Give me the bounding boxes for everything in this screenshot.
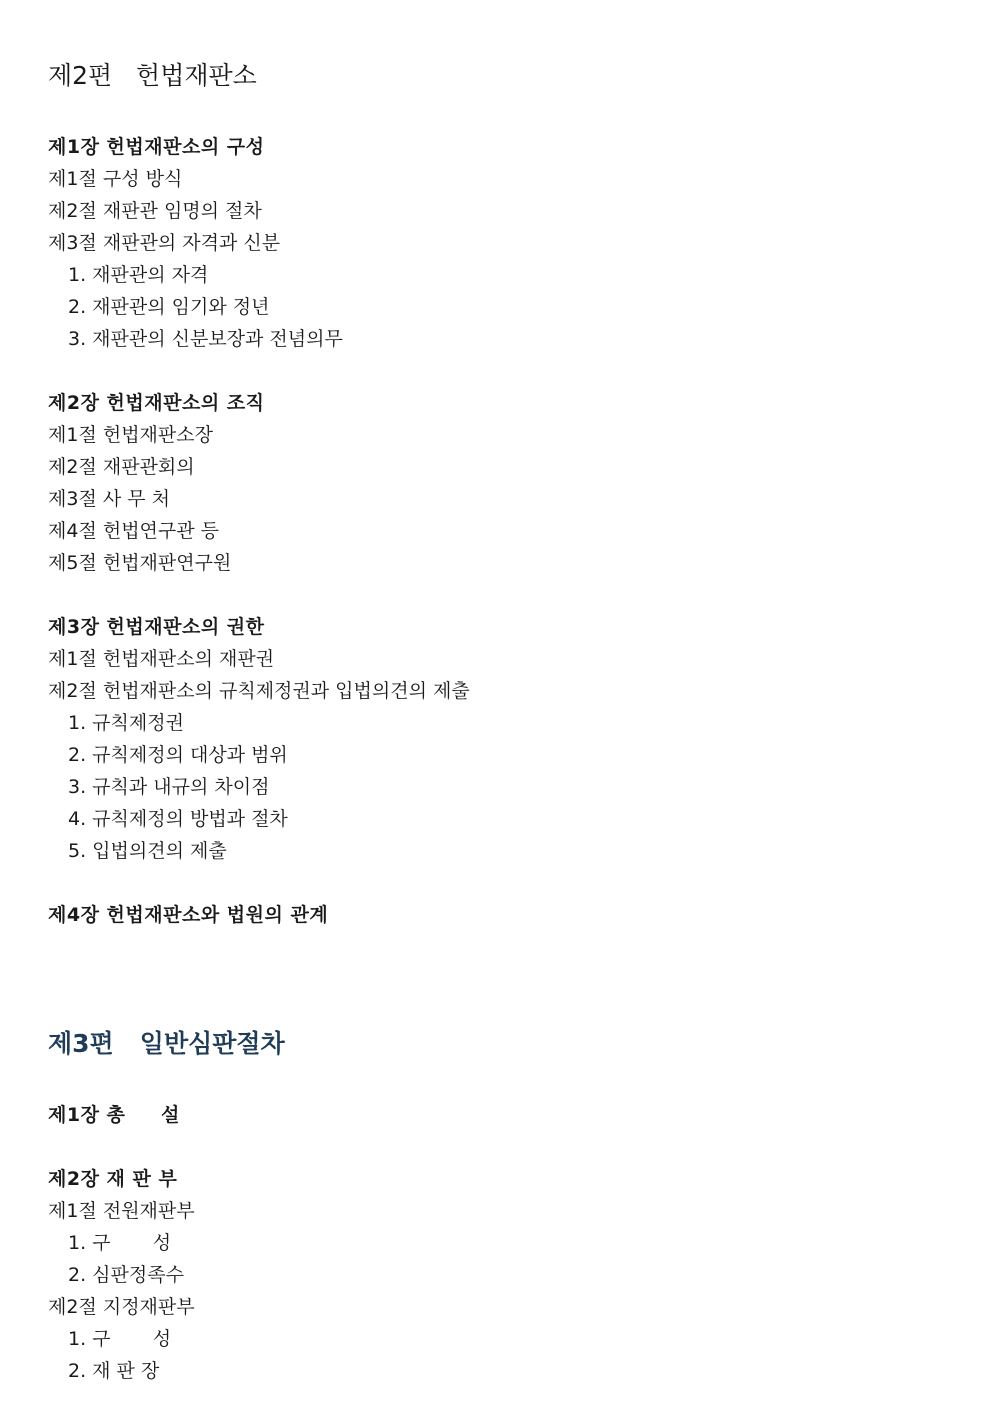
- section-title: 제2절 지정재판부: [48, 1296, 195, 1318]
- section-title: 제3절 재판관의 자격과 신분: [48, 232, 281, 254]
- part-title: 제3편 일반심판절차: [48, 1029, 285, 1058]
- list-item: 5. 입법의견의 제출: [68, 840, 227, 862]
- part-title: 제2편 헌법재판소: [48, 61, 257, 90]
- section-title: 제1절 헌법재판소장: [48, 424, 213, 446]
- chapter-title: 제3장 헌법재판소의 권한: [48, 616, 265, 638]
- section-title: 제1절 구성 방식: [48, 168, 183, 190]
- list-item: 2. 재 판 장: [68, 1360, 160, 1382]
- list-item: 1. 재판관의 자격: [68, 264, 209, 286]
- chapter-title: 제1장 총 설: [48, 1104, 180, 1126]
- section-title: 제2절 재판관회의: [48, 456, 195, 478]
- section-title: 제1절 전원재판부: [48, 1200, 195, 1222]
- list-item: 3. 규칙과 내규의 차이점: [68, 776, 270, 798]
- section-title: 제2절 헌법재판소의 규칙제정권과 입법의견의 제출: [48, 680, 470, 702]
- section-title: 제1절 헌법재판소의 재판권: [48, 648, 275, 670]
- list-item: 3. 재판관의 신분보장과 전념의무: [68, 328, 343, 350]
- part-3-contents: [48, 1099, 195, 1387]
- list-item: 1. 구 성: [68, 1232, 172, 1254]
- list-item: 4. 규칙제정의 방법과 절차: [68, 808, 288, 830]
- list-item: 2. 재판관의 임기와 정년: [68, 296, 270, 318]
- list-item: 1. 구 성: [68, 1328, 172, 1350]
- part-2-contents: [48, 131, 470, 931]
- section-title: 제5절 헌법재판연구원: [48, 552, 232, 574]
- chapter-title: 제4장 헌법재판소와 법원의 관계: [48, 904, 329, 926]
- chapter-title: 제2장 헌법재판소의 조직: [48, 392, 265, 414]
- chapter-title: 제2장 재 판 부: [48, 1168, 178, 1190]
- list-item: 2. 심판정족수: [68, 1264, 184, 1286]
- list-item: 1. 규칙제정권: [68, 712, 184, 734]
- chapter-title: 제1장 헌법재판소의 구성: [48, 136, 265, 158]
- part-2: [48, 60, 257, 92]
- section-title: 제2절 재판관 임명의 절차: [48, 200, 262, 222]
- part-3: [48, 1028, 285, 1060]
- section-title: 제3절 사 무 처: [48, 488, 170, 510]
- section-title: 제4절 헌법연구관 등: [48, 520, 219, 542]
- list-item: 2. 규칙제정의 대상과 범위: [68, 744, 288, 766]
